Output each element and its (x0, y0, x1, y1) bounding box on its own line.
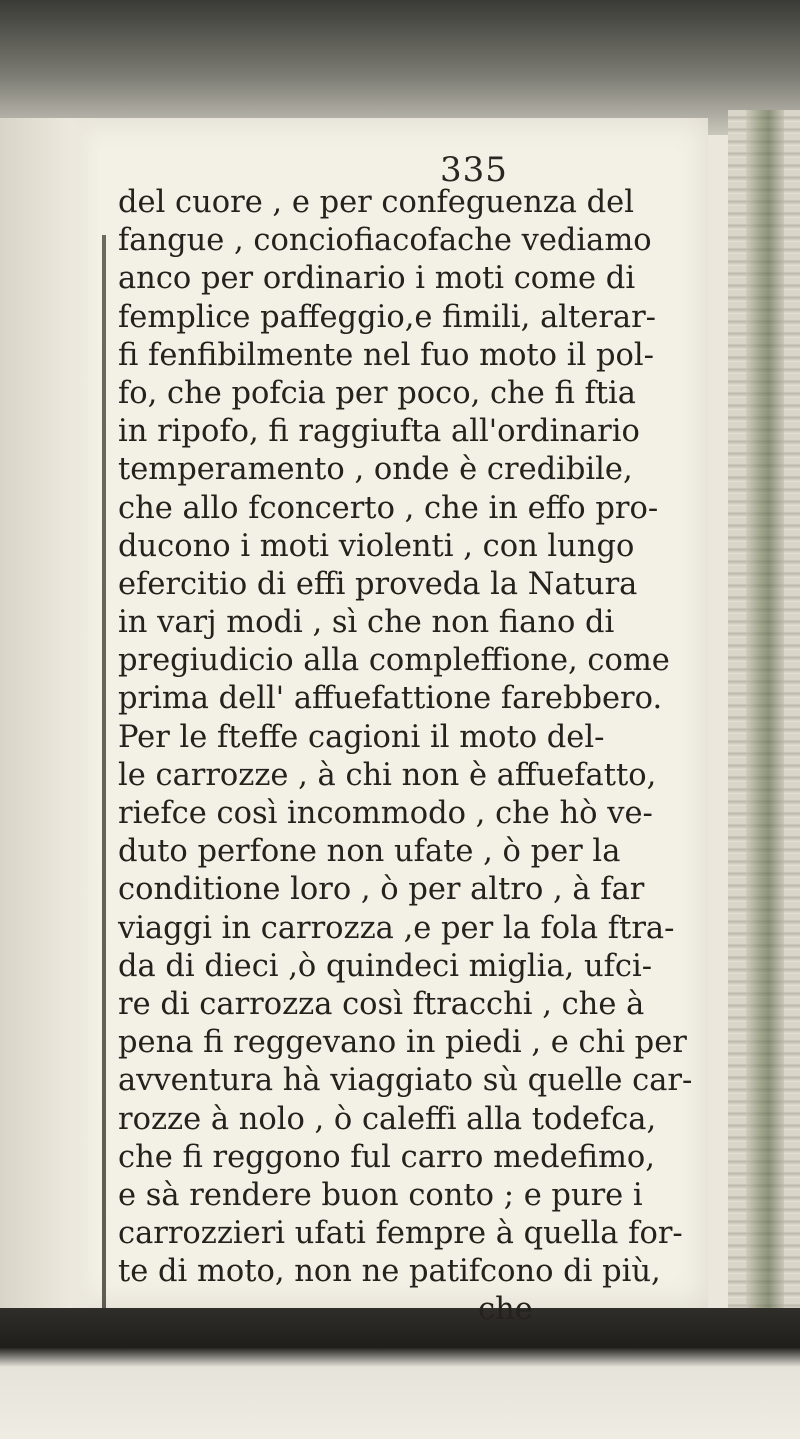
top-shadow (0, 0, 800, 135)
text-line: viaggi in carrozza ,e per la fola ftra- (118, 910, 675, 946)
text-line: le carrozze , à chi non è affuefatto, (118, 757, 657, 793)
body-text (118, 184, 698, 1330)
text-line: temperamento , onde è credibile, (118, 452, 633, 488)
text-line: re di carrozza così ftracchi , che à (118, 986, 645, 1022)
text-line: fi fenfibilmente nel fuo moto il pol- (118, 337, 654, 373)
text-line: pregiudicio alla compleffione, come (118, 643, 670, 679)
binding-line (102, 235, 106, 1335)
text-line: fo, che pofcia per poco, che fi ftia (118, 375, 636, 411)
page-gutter (0, 118, 100, 1308)
text-line: duto perfone non ufate , ò per la (118, 834, 621, 870)
text-line: prima dell' affuefattione farebbero. (118, 681, 663, 717)
text-line: in varj modi , sì che non fiano di (118, 605, 615, 641)
text-line: riefce così incommodo , che hò ve- (118, 796, 653, 831)
text-line: che allo fconcerto , che in effo pro- (118, 490, 659, 526)
text-line: te di moto, non ne patifcono di più, (118, 1254, 661, 1290)
text-line: in ripofo, fi raggiufta all'ordinario (118, 414, 640, 450)
page-number: 335 (440, 150, 508, 190)
text-line: e sà rendere buon conto ; e pure i (118, 1177, 643, 1213)
text-line: Per le fteffe cagioni il moto del- (118, 719, 605, 755)
text-line: ducono i moti violenti , con lungo (118, 528, 635, 564)
text-line: avventura hà viaggiato sù quelle car- (118, 1063, 693, 1099)
text-line: da di dieci ,ò quindeci miglia, ufci- (118, 948, 653, 984)
page-edges-right (728, 110, 800, 1350)
text-line: pena fi reggevano in piedi , e chi per (118, 1025, 687, 1061)
text-line: anco per ordinario i moti come di (118, 261, 636, 297)
text-line: conditione loro , ò per altro , à far (118, 872, 645, 908)
text-line: rozze à nolo , ò caleffi alla todefca, (118, 1101, 657, 1137)
text-line: del cuore , e per confeguenza del (118, 185, 634, 220)
text-line: fangue , conciofiacofache vediamo (118, 223, 652, 259)
text-line: carrozzieri ufati fempre à quella for- (118, 1216, 683, 1252)
catchword: che (478, 1292, 533, 1328)
text-line: efercitio di effi proveda la Natura (118, 566, 638, 602)
text-line: femplice paffeggio,e fimili, alterar- (118, 299, 656, 335)
text-line: che fi reggono ful carro medefimo, (118, 1139, 655, 1175)
